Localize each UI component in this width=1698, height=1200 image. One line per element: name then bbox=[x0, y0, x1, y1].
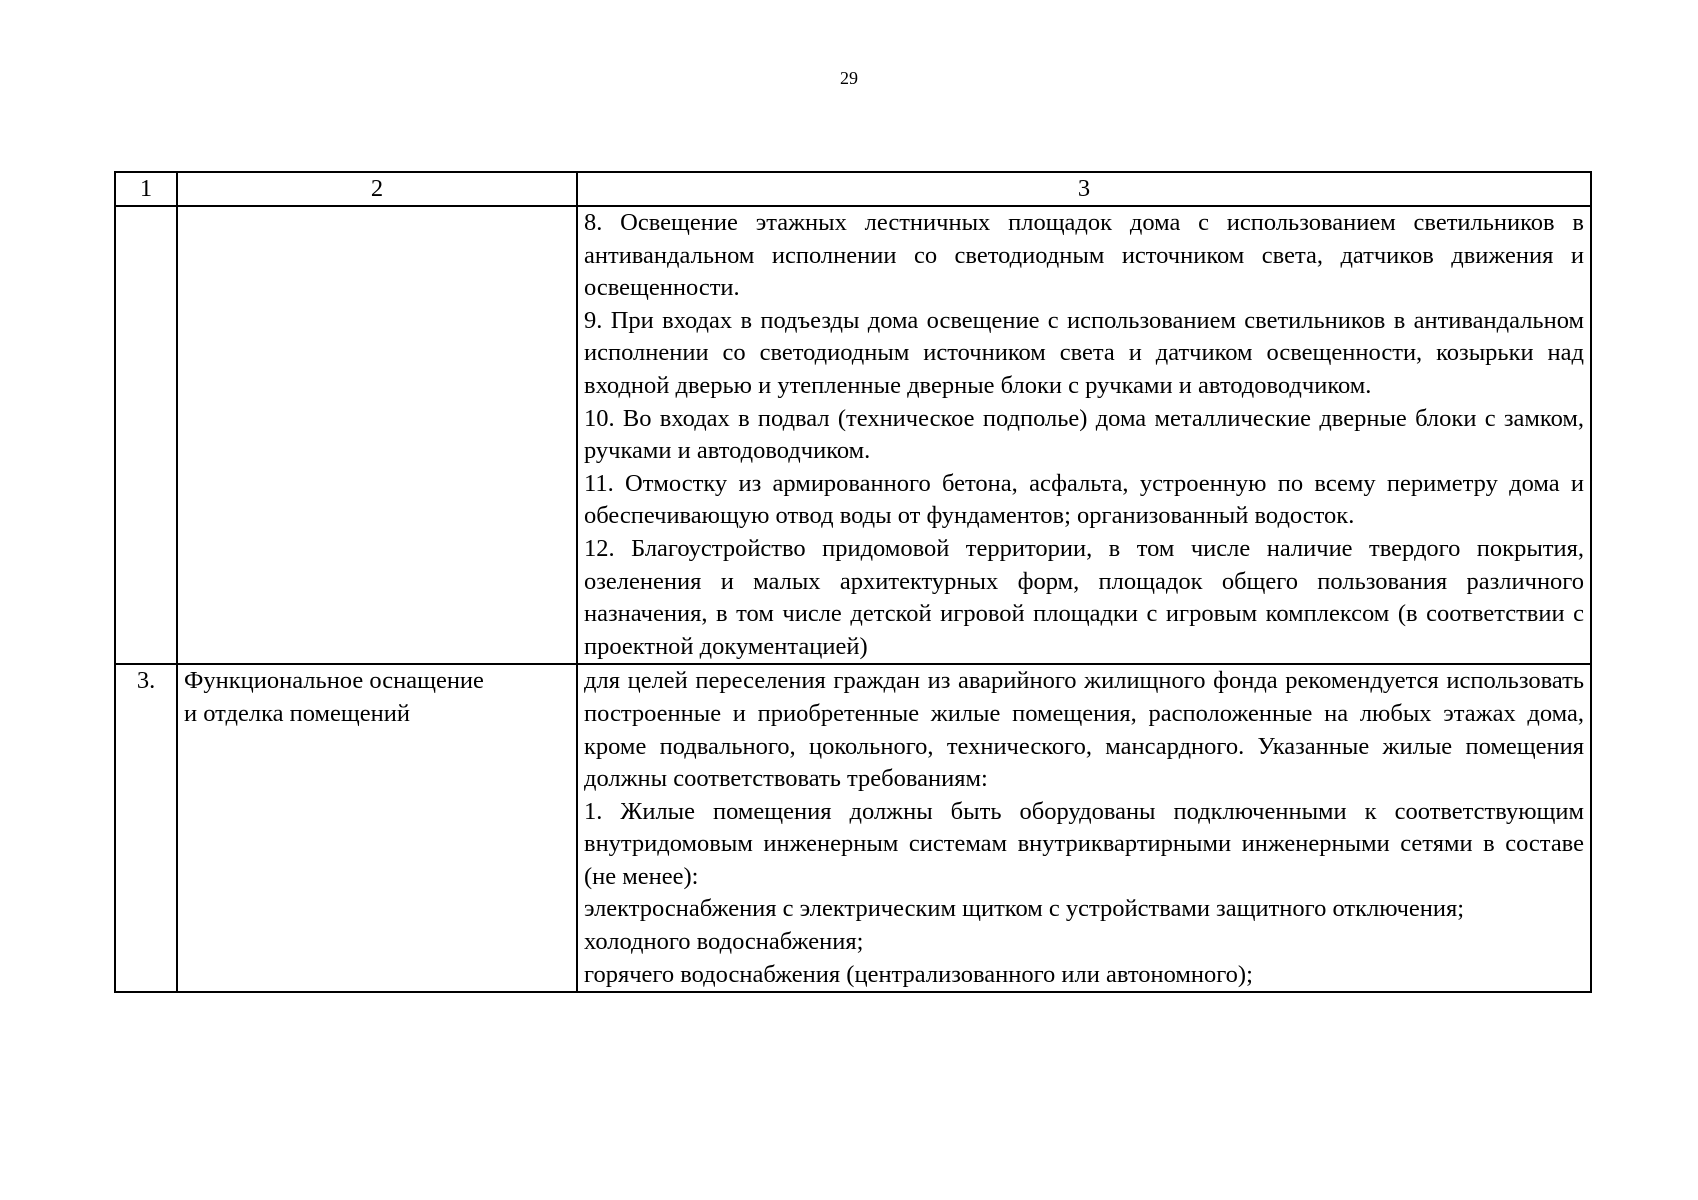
paragraph-item-8: 8. Освещение этажных лестничных площадок дома с использованием светильников в антивандальном исполнении со светодиодным источником света, датчиков движения и освещенности. bbox=[584, 209, 1584, 302]
row-name-cell bbox=[177, 206, 577, 664]
table-row bbox=[115, 206, 1591, 664]
paragraph-item-1: 1. Жилые помещения должны быть оборудованы подключенными к соответствующим внутридомовым инженерным системам внутриквартирными инженерными сетями в составе (не менее): bbox=[584, 797, 1584, 890]
requirements-table bbox=[114, 171, 1592, 993]
header-cell-3: 3 bbox=[577, 172, 1591, 206]
paragraph-item-12: 12. Благоустройство придомовой территории, в том числе наличие твердого покрытия, озеленения и малых архитектурных форм, площадок общего пользования различного назначения, в том числе детской игровой площадки с игровым комплексом (в соответствии с проектной документацией) bbox=[584, 534, 1584, 660]
row-name-line-2: и отделка помещений bbox=[184, 699, 410, 727]
paragraph-hot-water: горячего водоснабжения (централизованного или автономного); bbox=[584, 960, 1253, 988]
table-header-row bbox=[115, 172, 1591, 206]
row-number-cell: 3. bbox=[115, 664, 177, 992]
row-number-cell bbox=[115, 206, 177, 664]
paragraph-item-9: 9. При входах в подъезды дома освещение с использованием светильников в антивандальном исполнении со светодиодным источником света и датчиком освещенности, козырьки над входной дверью и утепленные дверные блоки с ручками и автодоводчиком. bbox=[584, 306, 1584, 399]
header-cell-2: 2 bbox=[177, 172, 577, 206]
row-content-cell bbox=[577, 664, 1591, 992]
header-cell-1: 1 bbox=[115, 172, 177, 206]
paragraph-item-10: 10. Во входах в подвал (техническое подполье) дома металлические дверные блоки с замком, ручками и автодоводчиком. bbox=[584, 404, 1584, 465]
paragraph-item-11: 11. Отмостку из армированного бетона, асфальта, устроенную по всему периметру дома и обеспечивающую отвод воды от фундаментов; организованный водосток. bbox=[584, 469, 1584, 530]
row-name-cell bbox=[177, 664, 577, 992]
paragraph-cold-water: холодного водоснабжения; bbox=[584, 928, 864, 956]
paragraph-intro: для целей переселения граждан из аварийного жилищного фонда рекомендуется использовать построенные и приобретенные жилые помещения, расположенные на любых этажах дома, кроме подвального, цокольного, технического, мансардного. Указанные жилые помещения должны соответствовать требованиям: bbox=[584, 667, 1584, 793]
table-row bbox=[115, 664, 1591, 992]
page-number: 29 bbox=[840, 68, 858, 88]
row-content-cell bbox=[577, 206, 1591, 664]
paragraph-electricity: электроснабжения с электрическим щитком с устройствами защитного отключения; bbox=[584, 895, 1465, 923]
row-name-line-1: Функциональное оснащение bbox=[184, 667, 484, 695]
